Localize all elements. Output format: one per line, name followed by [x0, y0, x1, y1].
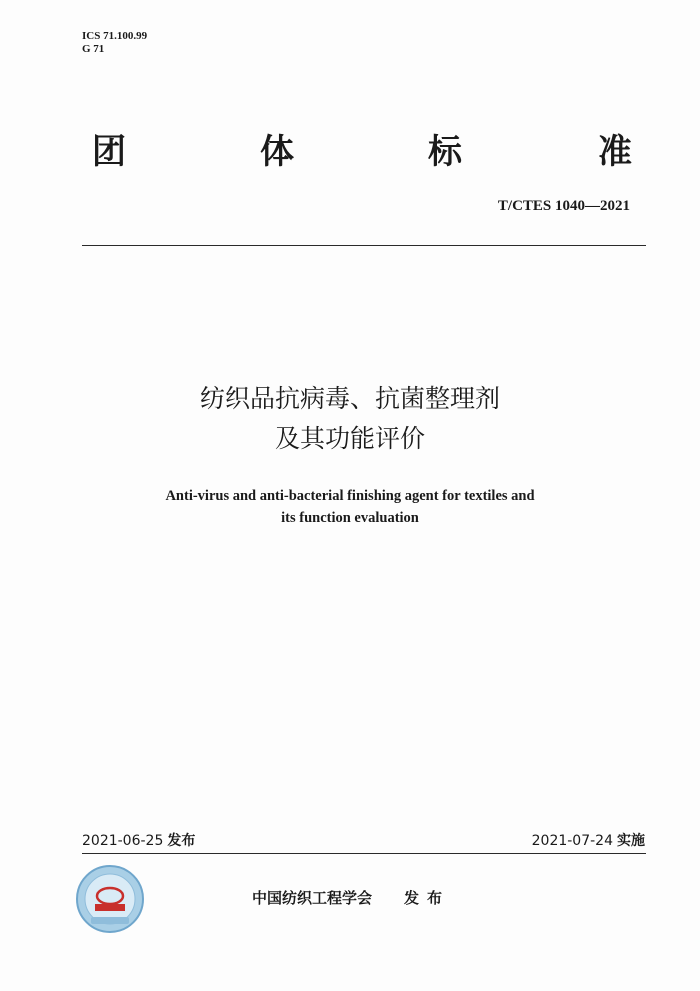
standard-type-char: 标 [428, 132, 462, 172]
classification-codes [82, 30, 147, 56]
implement-label: 实施 [617, 833, 645, 849]
publisher-block [252, 887, 450, 908]
publish-label: 发布 [167, 833, 196, 849]
ccs-code: G 71 [82, 43, 105, 55]
title-chinese-line-1: 纺织品抗病毒、抗菌整理剂 [199, 384, 500, 413]
standard-type-heading [92, 130, 644, 174]
publish-date: 2021-06-25 [82, 833, 164, 849]
publisher-action: 发布 [404, 889, 451, 907]
standard-number: T/CTES 1040—2021 [497, 198, 630, 214]
implement-date: 2021-07-24 [531, 833, 613, 849]
anti-counterfeit-seal-icon [75, 864, 145, 934]
standard-type-char: 体 [260, 132, 294, 172]
implement-date-block [532, 830, 645, 850]
top-divider [82, 245, 646, 246]
ics-code: ICS 71.100.99 [82, 30, 148, 42]
title-english-line-2: its function evaluation [281, 510, 419, 526]
title-english-line-1: Anti-virus and anti-bacterial finishing agent for textiles and [165, 488, 535, 504]
publisher-name: 中国纺织工程学会 [252, 889, 373, 907]
publish-date-block [82, 830, 195, 850]
bottom-divider [82, 853, 646, 854]
title-chinese-line-2: 及其功能评价 [274, 424, 425, 453]
standard-type-char: 团 [92, 132, 126, 172]
standard-type-char: 准 [598, 132, 632, 172]
